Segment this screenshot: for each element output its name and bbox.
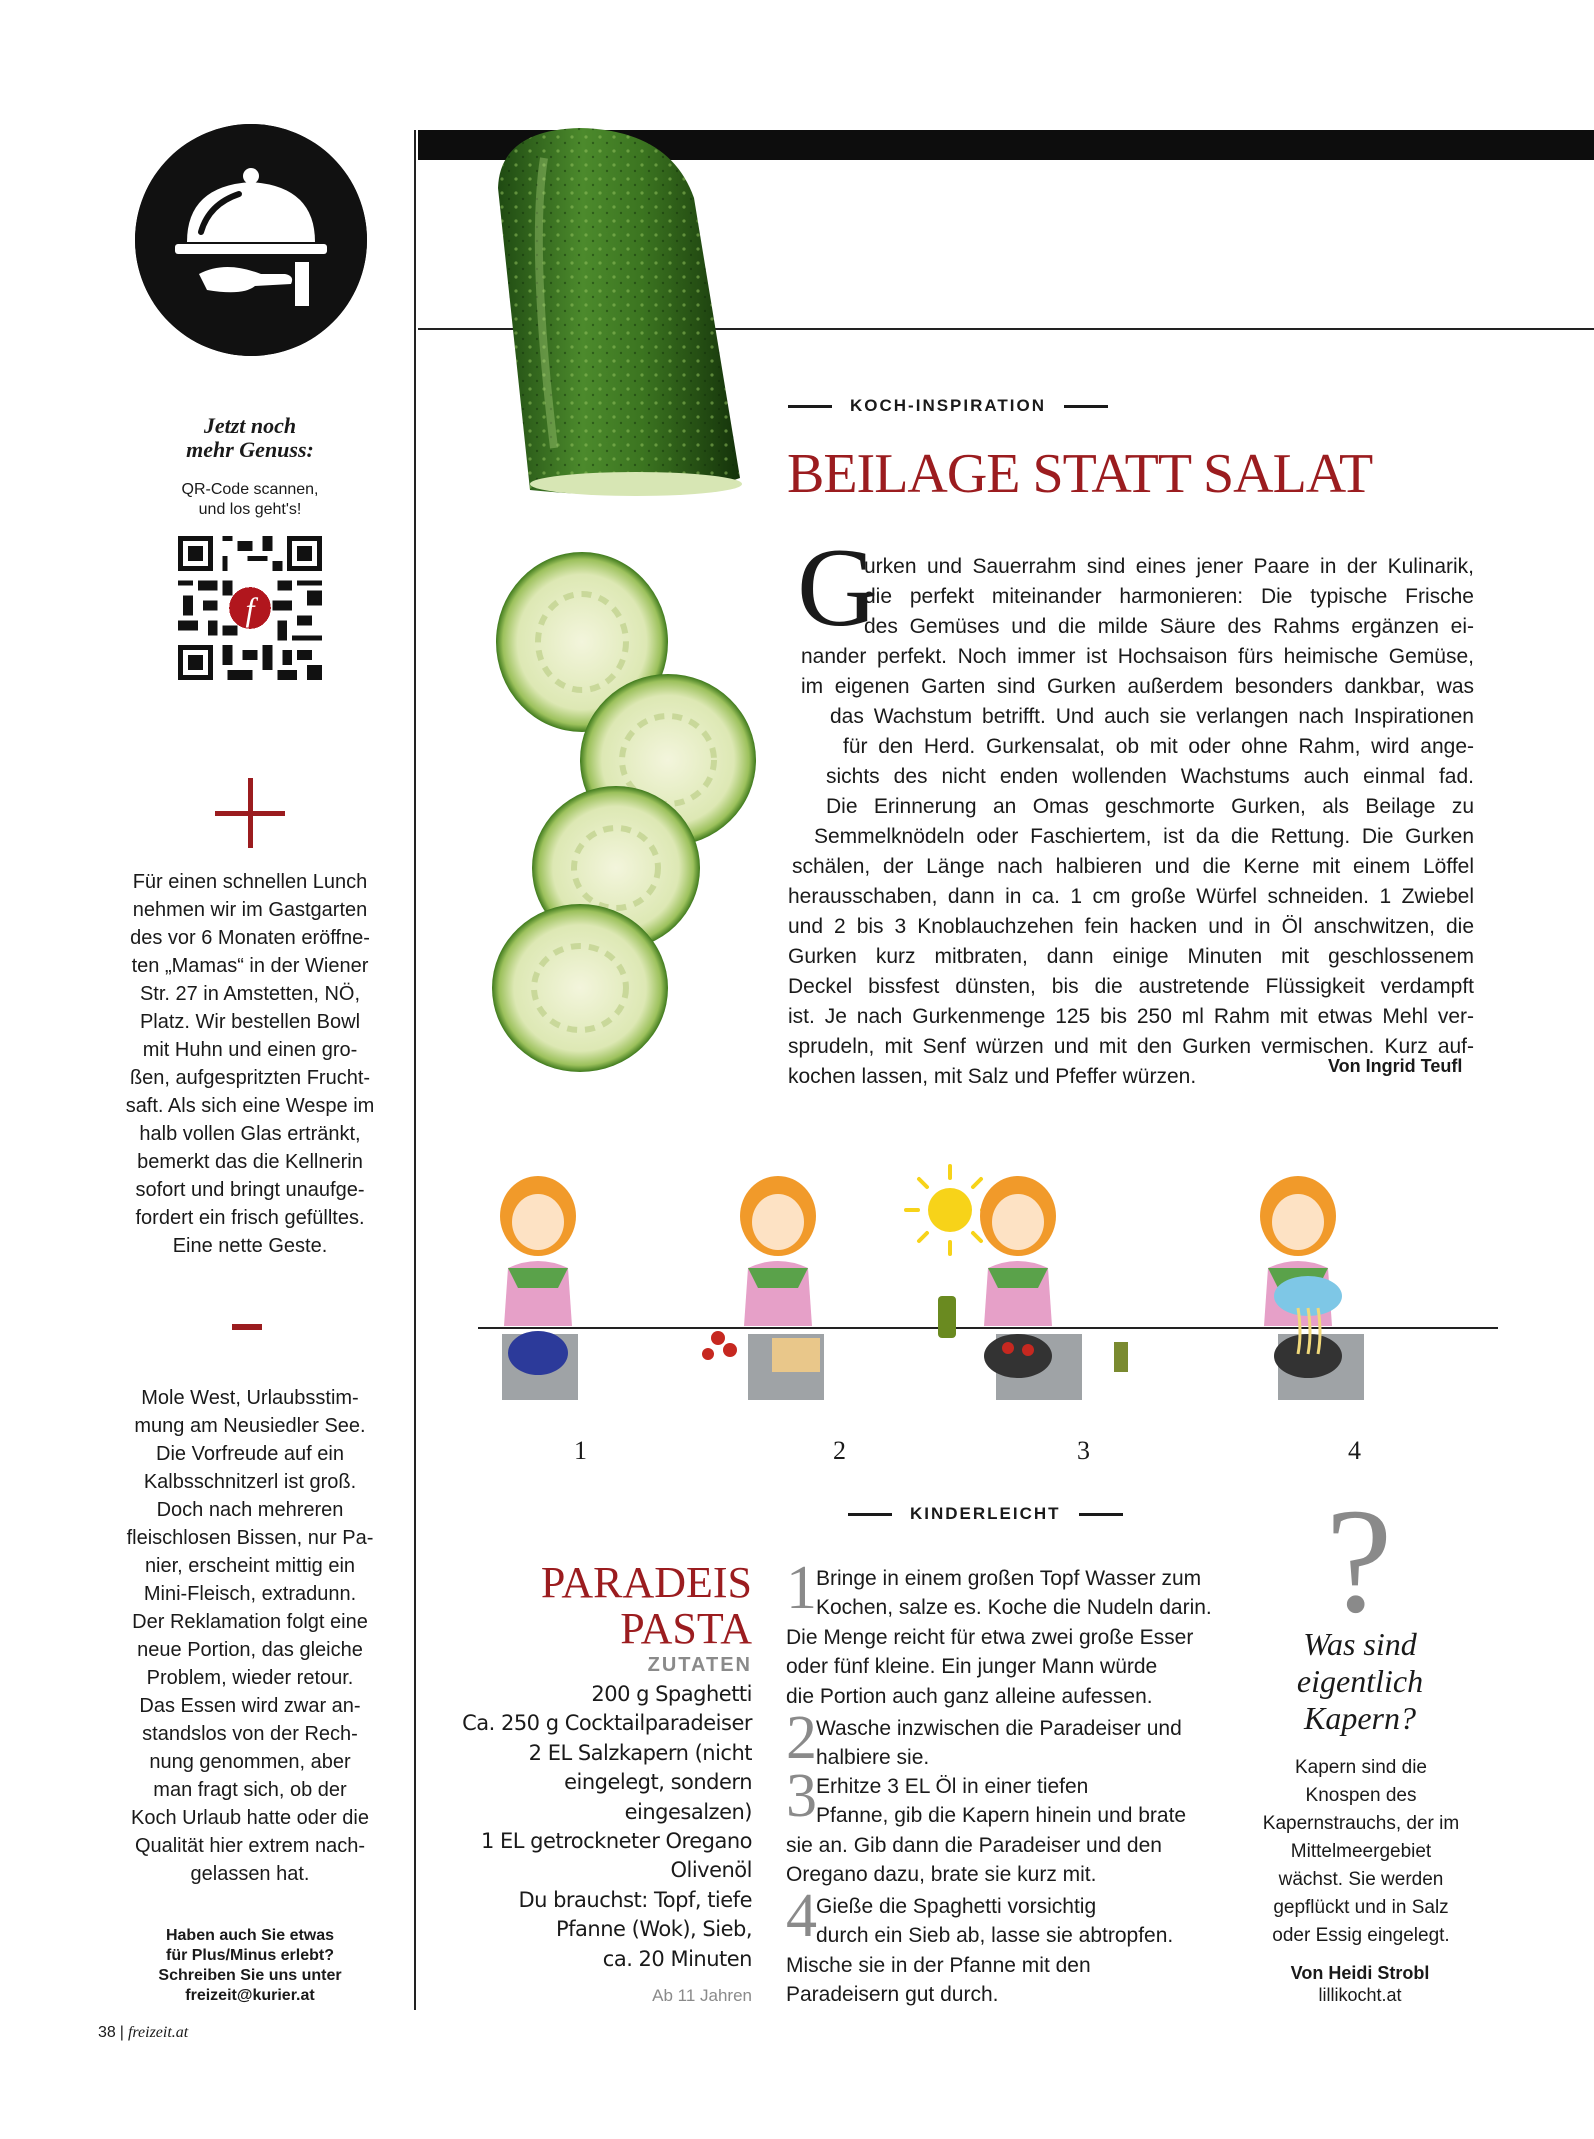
question-mark-icon: ? bbox=[1325, 1478, 1393, 1644]
ingredient-line: 2 EL Salzkapern (nicht bbox=[528, 1740, 752, 1765]
step-number: 3 bbox=[786, 1762, 817, 1830]
article-line: im eigenen Garten sind Gurken außerdem besonders dankbar, was bbox=[801, 675, 1474, 698]
recipe-title: PARADEIS PASTA bbox=[540, 1558, 752, 1653]
cucumber-image bbox=[470, 118, 760, 508]
question-title: Was sind eigentlich Kapern? bbox=[1296, 1626, 1424, 1736]
article-line: Deckel bissfest dünsten, bis die austretende Flüssigkeit verdampft bbox=[788, 975, 1474, 998]
step-line: die Portion auch ganz alleine aufessen. bbox=[786, 1684, 1153, 1708]
minus-sign bbox=[232, 1324, 262, 1330]
step-line: Pfanne, gib die Kapern hinein und brate bbox=[816, 1804, 1187, 1828]
ingredient-line: Pfanne (Wok), Sieb, bbox=[555, 1917, 752, 1942]
ingredient-line: Du brauchst: Topf, tiefe bbox=[518, 1887, 752, 1912]
article-line: herausschaben, dann in ca. 1 cm große Würfel schneiden. 1 Zwiebel bbox=[788, 885, 1474, 908]
serving-cloche-icon bbox=[135, 124, 367, 356]
column-divider bbox=[414, 130, 416, 2010]
site-name: freizeit.at bbox=[127, 2024, 189, 2041]
question-byline bbox=[1270, 1962, 1450, 2006]
plus-sign bbox=[215, 778, 285, 848]
ingredient-line: 1 EL getrockneter Oregano bbox=[480, 1829, 752, 1853]
illustration-step-1: 1 bbox=[574, 1436, 587, 1465]
step-line: Bringe in einem großen Topf Wasser zum bbox=[816, 1567, 1202, 1590]
article-line: Die Erinnerung an Omas geschmorte Gurken, als Beilage zu bbox=[826, 795, 1474, 818]
ingredient-line: Ca. 250 g Cocktailparadeiser bbox=[462, 1711, 752, 1736]
article-line: die perfekt miteinander harmonieren: Die typische Frische bbox=[864, 585, 1474, 608]
step-line: Die Menge reicht für etwa zwei große Esser bbox=[786, 1625, 1194, 1649]
ingredients-label: ZUTATEN bbox=[647, 1654, 752, 1676]
step-line: Erhitze 3 EL Öl in einer tiefen bbox=[816, 1775, 1089, 1798]
step-line: sie an. Gib dann die Paradeiser und den bbox=[786, 1833, 1162, 1857]
article-line: ist. Je nach Gurkenmenge 125 bis 250 ml Rahm mit etwas Mehl ver- bbox=[788, 1005, 1474, 1028]
page-number: 38 bbox=[98, 2024, 116, 2041]
article-line: sichts des nicht enden wollenden Wachstums auch einmal fad. bbox=[826, 765, 1474, 788]
article-line: und 2 bis 3 Knoblauchzehen fein hacken und in Öl anschwitzen, die bbox=[788, 915, 1474, 938]
qr-code-icon[interactable] bbox=[178, 536, 322, 680]
article-line: für den Herd. Gurkensalat, ob mit oder ohne Rahm, wird ange- bbox=[843, 735, 1474, 758]
child-cooking-steps-illustration bbox=[478, 1158, 1498, 1438]
article-line: Semmelknödeln oder Faschiertem, ist da die Rettung. Die Gurken bbox=[814, 825, 1474, 848]
article-line: schälen, der Länge nach halbieren und die Kerne mit einem Löffel bbox=[792, 855, 1474, 878]
step-line: Paradeisern gut durch. bbox=[786, 1983, 999, 2007]
step-line: Kochen, salze es. Koche die Nudeln darin. bbox=[816, 1596, 1212, 1620]
step-line: Oregano dazu, brate sie kurz mit. bbox=[786, 1863, 1097, 1887]
illustration-step-3: 3 bbox=[1077, 1436, 1090, 1465]
ingredient-line: ca. 20 Minuten bbox=[602, 1946, 752, 1971]
illustration-step-2: 2 bbox=[833, 1436, 846, 1465]
section-kicker: KINDERLEICHT bbox=[848, 1504, 1123, 1524]
ingredient-line: Olivenöl bbox=[670, 1858, 752, 1883]
step-line: oder fünf kleine. Ein junger Mann würde bbox=[786, 1655, 1158, 1679]
page-footer: 38 | freizeit.at bbox=[98, 2024, 189, 2041]
step-line: durch ein Sieb ab, lasse sie abtropfen. bbox=[816, 1924, 1174, 1948]
step-number: 4 bbox=[786, 1882, 817, 1950]
drop-cap: G bbox=[797, 526, 878, 650]
reader-call-to-action: Haben auch Sie etwas für Plus/Minus erlebt? Schreiben Sie uns unter freizeit@kurier.at bbox=[158, 1927, 342, 2004]
step-line: Gieße die Spaghetti vorsichtig bbox=[816, 1895, 1097, 1918]
ingredient-line: eingelegt, sondern bbox=[564, 1770, 752, 1795]
article-line: urken und Sauerrahm sind eines jener Paare in der Kulinarik, bbox=[864, 555, 1474, 578]
article-line: das Wachstum betrifft. Und auch sie verlangen nach Inspirationen bbox=[830, 705, 1474, 728]
article-line: Gurken kurz mitbraten, dann einige Minuten mit geschlossenem bbox=[788, 945, 1474, 968]
ingredient-line: 200 g Spaghetti bbox=[591, 1682, 752, 1706]
article-byline: Von Ingrid Teufl bbox=[1328, 1056, 1463, 1076]
step-line: Wasche inzwischen die Paradeiser und bbox=[816, 1717, 1182, 1740]
section-kicker: KOCH-INSPIRATION bbox=[788, 396, 1108, 416]
article-line: nander perfekt. Noch immer ist Hochsaison fürs heimische Gemüse, bbox=[801, 645, 1474, 668]
step-line: halbiere sie. bbox=[816, 1746, 930, 1770]
step-number: 1 bbox=[786, 1554, 817, 1622]
article-line: sprudeln, mit Senf würzen und mit den Gurken vermischen. Kurz auf- bbox=[788, 1035, 1474, 1058]
minus-review-text: Mole West, Urlaubsstim- mung am Neusiedler See. Die Vorfreude auf ein Kalbsschnitzerl ist groß. Doch nach mehreren fleischlosen Bissen, nur Pa- nier, erscheint mittig ein Mini-Fleisch, extradunn. Der Reklamation folgt eine neue Portion, das gleiche Problem, wieder retour. Das Essen wird zwar an- standslos von der Rech- nung genommen, aber man fragt sich, ob der Koch Urlaub hatte oder die Qualität hier extrem nach- gelassen hat. bbox=[126, 1387, 374, 1885]
article-headline: BEILAGE STATT SALAT bbox=[787, 443, 1373, 505]
ingredient-line: eingesalzen) bbox=[624, 1799, 752, 1824]
article-line: des Gemüses und die milde Säure des Rahms ergänzen ei- bbox=[864, 615, 1474, 638]
question-author: Von Heidi Strobl bbox=[1290, 1963, 1430, 1983]
teaser-subtitle: QR-Code scannen, und los geht's! bbox=[181, 481, 319, 518]
plus-review-text: Für einen schnellen Lunch nehmen wir im Gastgarten des vor 6 Monaten eröffne- ten „Mamas“ in der Wiener Str. 27 in Amstetten, NÖ, Platz. Wir bestellen Bowl mit Huhn und einen gro- ßen, aufgespritzten Frucht- saft. Als sich eine Wespe im halb vollen Glas ertränkt, bemerkt das die Kellnerin sofort und bringt unaufge- fordert ein frisch gefülltes. Eine nette Geste. bbox=[125, 871, 375, 1257]
cucumber-slices-image bbox=[488, 540, 778, 1100]
step-line: Mische sie in der Pfanne mit den bbox=[786, 1953, 1091, 1977]
question-answer: Kapern sind die Knospen des Kapernstrauchs, der im Mittelmeergebiet wächst. Sie werden gepflückt und in Salz oder Essig eingelegt. bbox=[1262, 1757, 1460, 1946]
age-note: Ab 11 Jahren bbox=[652, 1986, 752, 2005]
article-line: kochen lassen, mit Salz und Pfeffer würzen. bbox=[788, 1065, 1197, 1088]
step-number: 2 bbox=[786, 1704, 817, 1772]
illustration-step-4: 4 bbox=[1348, 1436, 1361, 1465]
question-url[interactable]: lillikocht.at bbox=[1318, 1985, 1402, 2005]
teaser-title: Jetzt noch mehr Genuss: bbox=[186, 413, 314, 462]
svg-text:f: f bbox=[245, 591, 255, 628]
